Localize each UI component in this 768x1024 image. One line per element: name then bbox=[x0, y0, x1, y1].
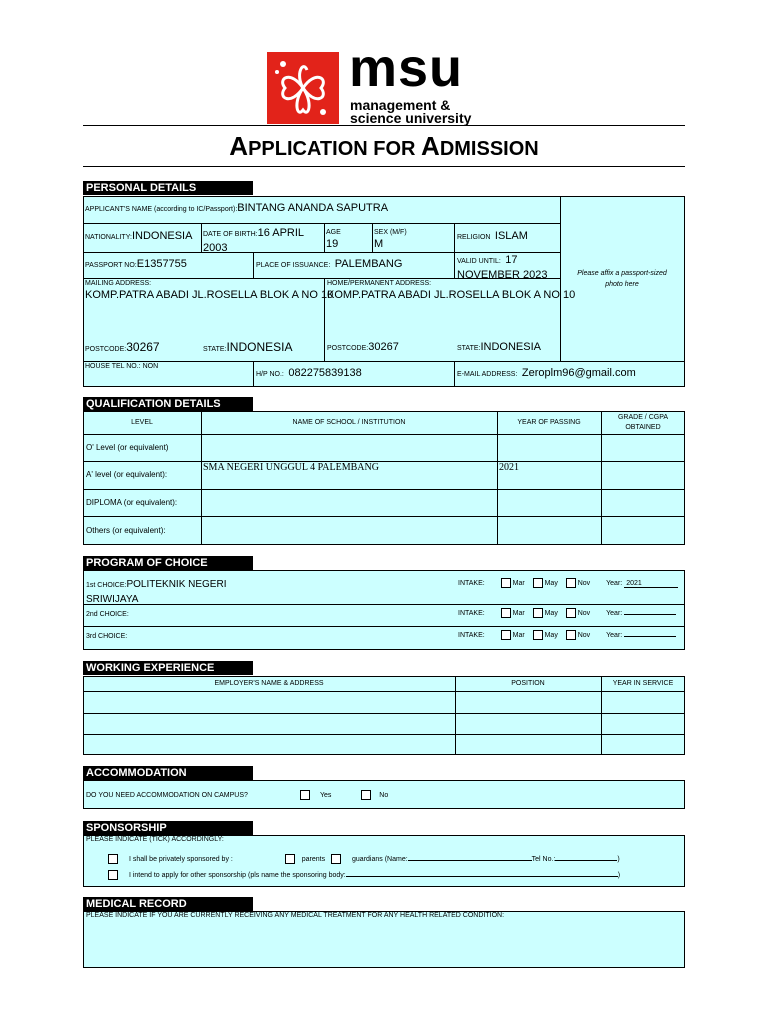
medical-instruction: PLEASE INDICATE IF YOU ARE CURRENTLY RECEIVING ANY MEDICAL TREATMENT FOR ANY HEALTH RELATED CONDITION: bbox=[86, 912, 505, 919]
choice2-label: 2nd CHOICE: bbox=[86, 611, 129, 618]
year3-field[interactable] bbox=[624, 636, 676, 637]
valid-value-1: 17 bbox=[505, 254, 518, 266]
applicant-name-label: APPLICANT'S NAME (according to IC/Passport): bbox=[85, 206, 238, 213]
accommodation-no-checkbox[interactable] bbox=[361, 790, 371, 800]
mar-label: Mar bbox=[512, 609, 525, 617]
brand-name: msu bbox=[349, 38, 464, 98]
intake-label: INTAKE: bbox=[458, 609, 485, 617]
email-value: Zeroplm96@gmail.com bbox=[521, 367, 636, 379]
year2-field[interactable] bbox=[624, 614, 676, 615]
close-paren: ) bbox=[617, 871, 621, 879]
work-col-position: POSITION bbox=[511, 680, 545, 687]
work-col-employer: EMPLOYER'S NAME & ADDRESS bbox=[214, 680, 324, 687]
intake-row-3 bbox=[458, 630, 676, 640]
qual-year-a: 2021 bbox=[499, 462, 519, 473]
state-value-2: INDONESIA bbox=[480, 341, 541, 353]
qual-col-grade-2: OBTAINED bbox=[625, 424, 661, 431]
passport-value: E1357755 bbox=[136, 258, 187, 270]
intake1-mar-checkbox[interactable] bbox=[501, 578, 511, 588]
hp-value: 082275839138 bbox=[288, 367, 362, 379]
postcode-label: POSTCODE: bbox=[85, 346, 127, 353]
qual-level-a: A' level (or equivalent): bbox=[86, 470, 168, 479]
section-sponsorship: SPONSORSHIP bbox=[83, 821, 253, 835]
intake2-may-checkbox[interactable] bbox=[533, 608, 543, 618]
section-personal: PERSONAL DETAILS bbox=[83, 181, 253, 195]
accommodation-question: DO YOU NEED ACCOMMODATION ON CAMPUS? bbox=[86, 792, 248, 799]
parents-checkbox[interactable] bbox=[285, 854, 295, 864]
choice1-value-1: POLITEKNIK NEGERI bbox=[126, 579, 227, 590]
house-tel-label: HOUSE TEL NO.: NON bbox=[85, 363, 159, 370]
choice3-label: 3rd CHOICE: bbox=[86, 633, 128, 640]
photo-instruction-2: photo here bbox=[605, 281, 639, 288]
dob-value-2: 2003 bbox=[203, 242, 228, 254]
guardian-tel-field[interactable] bbox=[555, 860, 617, 861]
year-label: Year: bbox=[606, 631, 623, 639]
may-label: May bbox=[544, 609, 558, 617]
qual-school-a: SMA NEGERI UNGGUL 4 PALEMBANG bbox=[203, 462, 379, 473]
sex-label: SEX (M/F) bbox=[374, 229, 407, 236]
nov-label: Nov bbox=[577, 609, 591, 617]
dob-label: DATE OF BIRTH: bbox=[203, 231, 258, 238]
guardians-checkbox[interactable] bbox=[331, 854, 341, 864]
photo-instruction-1: Please affix a passport-sized bbox=[577, 270, 667, 277]
section-work: WORKING EXPERIENCE bbox=[83, 661, 253, 675]
hp-label: H/P NO.: bbox=[256, 371, 284, 378]
religion-value: ISLAM bbox=[494, 230, 528, 242]
sponsoring-body-field[interactable] bbox=[346, 876, 618, 877]
intake-row-2 bbox=[458, 608, 676, 618]
postcode-value-2: 30267 bbox=[368, 341, 399, 353]
religion-label: RELIGION bbox=[457, 234, 491, 241]
qualification-table bbox=[83, 411, 685, 545]
year-label: Year: bbox=[606, 579, 623, 587]
may-label: May bbox=[544, 579, 558, 587]
state-value: INDONESIA bbox=[226, 340, 293, 354]
home-address-label: HOME/PERMANENT ADDRESS: bbox=[327, 280, 432, 287]
brand-line-2: science university bbox=[350, 110, 472, 126]
choice1-label: 1st CHOICE: bbox=[86, 582, 127, 589]
title-rule-bottom bbox=[83, 166, 685, 167]
intake3-nov-checkbox[interactable] bbox=[566, 630, 576, 640]
qual-col-year: YEAR OF PASSING bbox=[517, 419, 581, 426]
medical-box[interactable] bbox=[83, 911, 685, 968]
age-label: AGE bbox=[326, 229, 341, 236]
applicant-name: BINTANG ANANDA SAPUTRA bbox=[237, 202, 389, 214]
guardians-label: guardians (Name: bbox=[352, 855, 408, 863]
qual-col-grade-1: GRADE / CGPA bbox=[617, 414, 669, 421]
issuance-label: PLACE OF ISSUANCE: bbox=[256, 262, 331, 269]
section-qualification: QUALIFICATION DETAILS bbox=[83, 397, 253, 411]
nationality-label: NATIONALITY: bbox=[85, 234, 132, 241]
intake-row-1 bbox=[458, 578, 678, 588]
passport-label: PASSPORT NO: bbox=[85, 262, 137, 269]
section-program: PROGRAM OF CHOICE bbox=[83, 556, 253, 570]
other-sponsor-label: I intend to apply for other sponsorship (pls name the sponsoring body: bbox=[128, 871, 346, 879]
issuance-value: PALEMBANG bbox=[334, 258, 403, 270]
postcode-label-2: POSTCODE: bbox=[327, 345, 369, 352]
private-sponsor-checkbox[interactable] bbox=[108, 854, 118, 864]
page-title: APPLICATION FOR ADMISSION bbox=[229, 131, 539, 161]
intake-label: INTAKE: bbox=[458, 631, 485, 639]
qual-level-o: O' Level (or equivalent) bbox=[86, 443, 169, 452]
nationality-value: INDONESIA bbox=[131, 230, 193, 242]
may-label: May bbox=[544, 631, 558, 639]
qual-level-diploma: DIPLOMA (or equivalent): bbox=[86, 498, 178, 507]
mar-label: Mar bbox=[512, 631, 525, 639]
age-value: 19 bbox=[326, 238, 339, 250]
guardian-name-field[interactable] bbox=[408, 860, 532, 861]
hibiscus-logo-icon bbox=[267, 52, 339, 124]
home-address: KOMP.PATRA ABADI JL.ROSELLA BLOK A NO 10 bbox=[327, 289, 576, 301]
year-label: Year: bbox=[606, 609, 623, 617]
accommodation-yes-checkbox[interactable] bbox=[300, 790, 310, 800]
mailing-label: MAILING ADDRESS: bbox=[85, 280, 152, 287]
accommodation-no-label: No bbox=[379, 791, 389, 799]
state-label-2: STATE: bbox=[457, 345, 481, 352]
intake2-nov-checkbox[interactable] bbox=[566, 608, 576, 618]
intake3-may-checkbox[interactable] bbox=[533, 630, 543, 640]
valid-value-2: NOVEMBER 2023 bbox=[457, 269, 548, 281]
qual-col-level: LEVEL bbox=[131, 419, 153, 426]
dob-value-1: 16 APRIL bbox=[257, 227, 305, 239]
private-sponsor-label: I shall be privately sponsored by : bbox=[128, 855, 233, 863]
title-rule-top bbox=[83, 125, 685, 126]
qual-col-school: NAME OF SCHOOL / INSTITUTION bbox=[292, 419, 406, 426]
nov-label: Nov bbox=[577, 579, 591, 587]
section-medical: MEDICAL RECORD bbox=[83, 897, 253, 911]
accommodation-yes-label: Yes bbox=[319, 791, 332, 799]
mar-label: Mar bbox=[512, 579, 525, 587]
work-table bbox=[83, 676, 685, 755]
parents-label: parents bbox=[301, 855, 326, 863]
postcode-value: 30267 bbox=[126, 340, 160, 354]
year1-value[interactable]: 2021 bbox=[624, 580, 678, 588]
intake1-may-checkbox[interactable] bbox=[533, 578, 543, 588]
qual-level-others: Others (or equivalent): bbox=[86, 526, 166, 535]
other-sponsor-checkbox[interactable] bbox=[108, 870, 118, 880]
nov-label: Nov bbox=[577, 631, 591, 639]
close-paren: ) bbox=[617, 855, 620, 863]
intake3-mar-checkbox[interactable] bbox=[501, 630, 511, 640]
mailing-address: KOMP.PATRA ABADI JL.ROSELLA BLOK A NO 10 bbox=[85, 289, 334, 301]
tel-label: Tel No.: bbox=[531, 855, 556, 863]
valid-label: VALID UNTIL: bbox=[457, 258, 501, 265]
work-col-service: YEAR IN SERVICE bbox=[612, 680, 674, 687]
intake2-mar-checkbox[interactable] bbox=[501, 608, 511, 618]
section-accommodation: ACCOMMODATION bbox=[83, 766, 253, 780]
email-label: E-MAIL ADDRESS: bbox=[457, 371, 518, 378]
choice1-value-2: SRIWIJAYA bbox=[86, 594, 139, 605]
sex-value: M bbox=[374, 238, 384, 250]
msu-logo bbox=[267, 38, 497, 126]
sponsorship-instruction: PLEASE INDICATE (TICK) ACCORDINGLY: bbox=[86, 836, 224, 843]
intake1-nov-checkbox[interactable] bbox=[566, 578, 576, 588]
brand-line-1: management & bbox=[350, 97, 451, 113]
intake-label: INTAKE: bbox=[458, 579, 485, 587]
state-label: STATE: bbox=[203, 346, 227, 353]
